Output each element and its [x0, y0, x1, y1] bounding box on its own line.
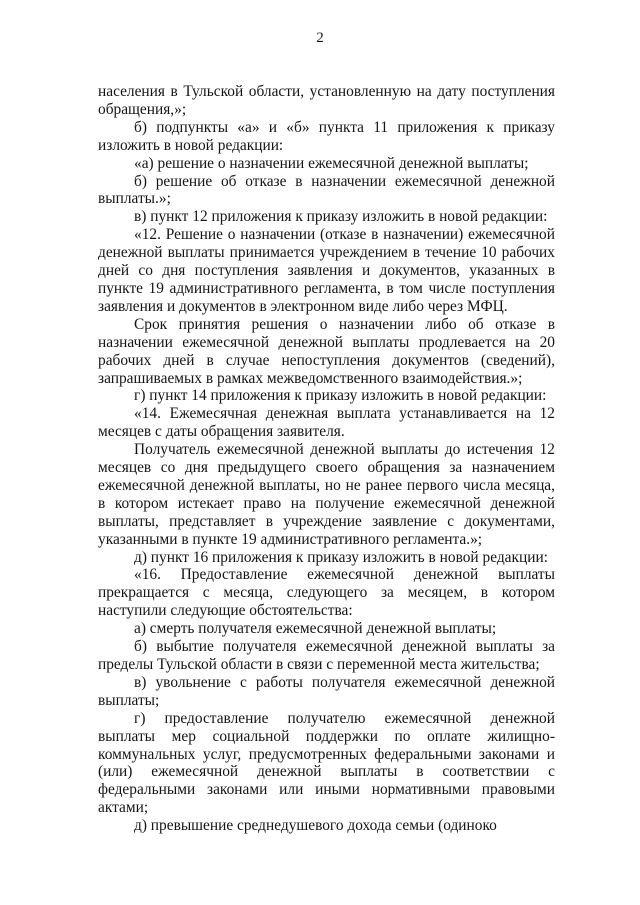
- paragraph-circumstance-g: г) предоставление получателю ежемесячной денежной выплаты мер социальной поддержки по оплате жилищно-коммунальных услуг, предусмотренных федеральными законами и (или) ежемесячной денежной выплаты в соответствии с федеральными законами или иными нормативными правовыми актами;: [98, 709, 555, 817]
- paragraph-clause-14: «14. Ежемесячная денежная выплата устанавливается на 12 месяцев с даты обращения заявителя.: [98, 405, 555, 441]
- page-number: 2: [316, 30, 324, 46]
- paragraph-continuation: населения в Тульской области, установленную на дату поступления обращения,»;: [98, 83, 555, 118]
- paragraph-item-b: б) подпункты «а» и «б» пункта 11 приложения к приказу изложить в новой редакции:: [98, 118, 555, 154]
- paragraph-subitem-b-refusal: б) решение об отказе в назначении ежемесячной денежной выплаты.»;: [98, 172, 555, 208]
- paragraph-circumstance-d: д) превышение среднедушевого дохода семьи (одиноко: [134, 817, 497, 835]
- paragraph-clause-16: «16. Предоставление ежемесячной денежной выплаты прекращается с месяца, следующего за месяцем, в котором наступили следующие обстоятельства:: [98, 566, 555, 620]
- paragraph-item-d: д) пункт 16 приложения к приказу изложить в новой редакции:: [134, 548, 548, 566]
- paragraph-subitem-a-decision: «а) решение о назначении ежемесячной денежной выплаты;: [134, 154, 529, 172]
- document-body: [98, 83, 555, 835]
- paragraph-item-v: в) пункт 12 приложения к приказу изложить в новой редакции:: [134, 208, 548, 226]
- paragraph-circumstance-b: б) выбытие получателя ежемесячной денежной выплаты за пределы Тульской области в связи с переменной места жительства;: [98, 638, 555, 673]
- paragraph-clause-12: «12. Решение о назначении (отказе в назначении) ежемесячной денежной выплаты принимается учреждением в течение 10 рабочих дней со дня поступления заявления и документов, указанных в пункте 19 административного регламента, в том числе поступления заявления и документов в электронном виде либо через МФЦ.: [98, 226, 555, 315]
- paragraph-circumstance-v: в) увольнение с работы получателя ежемесячной денежной выплаты;: [98, 673, 555, 709]
- paragraph-renewal: Получатель ежемесячной денежной выплаты до истечения 12 месяцев со дня предыдущего своего обращения за назначением ежемесячной денежной выплаты, но не ранее первого числа месяца, в котором истекает право на получение ежемесячной денежной выплаты, представляет в учреждение заявление с документами, указанными в пункте 19 административного регламента.»;: [98, 441, 555, 548]
- paragraph-decision-term: Срок принятия решения о назначении либо об отказе в назначении ежемесячной денежной выплаты продлевается на 20 рабочих дней в случае непоступления документов (сведений), запрашиваемых в рамках межведомственного взаимодействия.»;: [98, 315, 555, 387]
- paragraph-item-g: г) пункт 14 приложения к приказу изложить в новой редакции:: [134, 387, 547, 405]
- paragraph-circumstance-a: а) смерть получателя ежемесячной денежной выплаты;: [134, 620, 497, 638]
